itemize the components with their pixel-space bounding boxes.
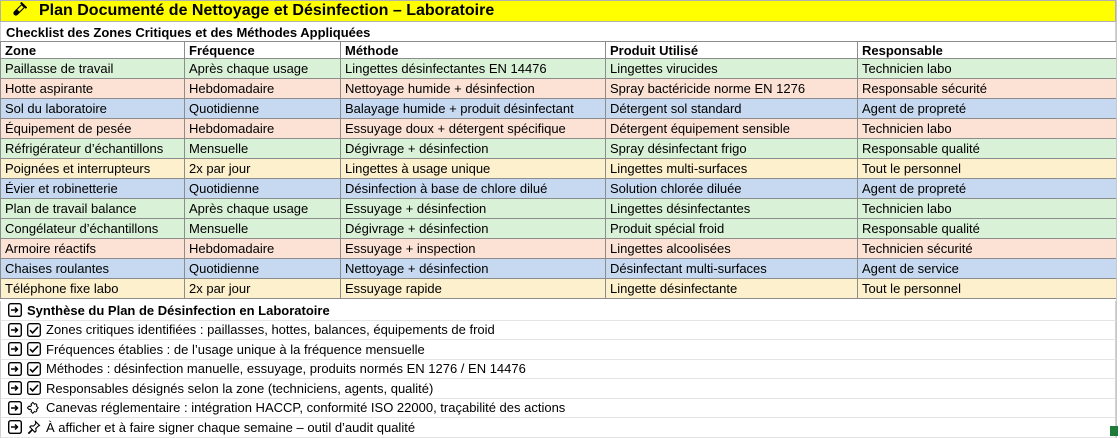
cell-frequence[interactable]: Mensuelle <box>185 219 341 239</box>
summary-item[interactable] <box>0 340 1116 360</box>
cell-responsable[interactable]: Tout le personnel <box>858 279 1117 299</box>
pin-icon <box>27 420 41 434</box>
arrow-box-icon <box>8 381 22 395</box>
check-box-icon <box>27 323 41 337</box>
cell-produit[interactable]: Spray désinfectant frigo <box>606 139 858 159</box>
cell-produit[interactable]: Lingettes virucides <box>606 59 858 79</box>
cell-responsable[interactable]: Technicien sécurité <box>858 239 1117 259</box>
cell-frequence[interactable]: Hebdomadaire <box>185 119 341 139</box>
cell-zone[interactable]: Paillasse de travail <box>1 59 185 79</box>
cell-methode[interactable]: Dégivrage + désinfection <box>341 139 606 159</box>
table-row <box>1 59 1117 79</box>
cell-produit[interactable]: Solution chlorée diluée <box>606 179 858 199</box>
column-header-frequence[interactable]: Fréquence <box>185 42 341 59</box>
summary-item-text: Zones critiques identifiées : paillasses, hottes, balances, équipements de froid <box>46 322 495 338</box>
cell-frequence[interactable]: Quotidienne <box>185 259 341 279</box>
cell-zone[interactable]: Réfrigérateur d’échantillons <box>1 139 185 159</box>
table-row <box>1 139 1117 159</box>
table-row <box>1 259 1117 279</box>
cell-methode[interactable]: Essuyage doux + détergent spécifique <box>341 119 606 139</box>
summary-item[interactable] <box>0 379 1116 399</box>
cell-methode[interactable]: Essuyage + désinfection <box>341 199 606 219</box>
cell-produit[interactable]: Lingettes multi-surfaces <box>606 159 858 179</box>
cell-zone[interactable]: Sol du laboratoire <box>1 99 185 119</box>
arrow-box-icon <box>8 342 22 356</box>
cell-methode[interactable]: Nettoyage humide + désinfection <box>341 79 606 99</box>
cell-produit[interactable]: Détergent équipement sensible <box>606 119 858 139</box>
table-row <box>1 239 1117 259</box>
cell-produit[interactable]: Détergent sol standard <box>606 99 858 119</box>
cell-methode[interactable]: Lingettes désinfectantes EN 14476 <box>341 59 606 79</box>
cell-methode[interactable]: Nettoyage + désinfection <box>341 259 606 279</box>
column-header-responsable[interactable]: Responsable <box>858 42 1117 59</box>
cell-frequence[interactable]: Après chaque usage <box>185 199 341 219</box>
check-box-icon <box>27 381 41 395</box>
arrow-box-icon <box>8 401 22 415</box>
cell-frequence[interactable]: Après chaque usage <box>185 59 341 79</box>
cell-methode[interactable]: Lingettes à usage unique <box>341 159 606 179</box>
table-row <box>1 79 1117 99</box>
summary-item[interactable] <box>0 418 1116 438</box>
cell-responsable[interactable]: Technicien labo <box>858 59 1117 79</box>
cell-frequence[interactable]: 2x par jour <box>185 279 341 299</box>
cell-zone[interactable]: Congélateur d’échantillons <box>1 219 185 239</box>
summary-item-text: À afficher et à faire signer chaque semaine – outil d’audit qualité <box>46 419 416 435</box>
cell-frequence[interactable]: Hebdomadaire <box>185 79 341 99</box>
cell-produit[interactable]: Lingette désinfectante <box>606 279 858 299</box>
summary-item[interactable] <box>0 321 1116 341</box>
summary-item[interactable] <box>0 399 1116 419</box>
check-box-icon <box>27 342 41 356</box>
arrow-box-icon <box>8 420 22 434</box>
cell-produit[interactable]: Produit spécial froid <box>606 219 858 239</box>
cell-responsable[interactable]: Agent de propreté <box>858 99 1117 119</box>
table-row <box>1 159 1117 179</box>
cell-responsable[interactable]: Responsable sécurité <box>858 79 1117 99</box>
table-subtitle: Checklist des Zones Critiques et des Méthodes Appliquées <box>0 22 1116 41</box>
arrow-box-icon <box>8 303 22 317</box>
cell-frequence[interactable]: Quotidienne <box>185 99 341 119</box>
cell-zone[interactable]: Évier et robinetterie <box>1 179 185 199</box>
column-header-zone[interactable]: Zone <box>1 42 185 59</box>
page-title: Plan Documenté de Nettoyage et Désinfection – Laboratoire <box>39 2 495 19</box>
table-row <box>1 99 1117 119</box>
table-row <box>1 179 1117 199</box>
cell-produit[interactable]: Lingettes désinfectantes <box>606 199 858 219</box>
sheet-corner-marker <box>1110 426 1118 436</box>
summary-heading-row[interactable] <box>0 301 1116 321</box>
summary-item-text: Responsables désignés selon la zone (techniciens, agents, qualité) <box>46 380 434 396</box>
cell-responsable[interactable]: Responsable qualité <box>858 139 1117 159</box>
arrow-box-icon <box>8 362 22 376</box>
cell-responsable[interactable]: Responsable qualité <box>858 219 1117 239</box>
cell-frequence[interactable]: Mensuelle <box>185 139 341 159</box>
sheet-edge <box>1116 0 1120 438</box>
table-row <box>1 119 1117 139</box>
cell-zone[interactable]: Poignées et interrupteurs <box>1 159 185 179</box>
cell-zone[interactable]: Armoire réactifs <box>1 239 185 259</box>
cell-frequence[interactable]: Quotidienne <box>185 179 341 199</box>
cell-produit[interactable]: Désinfectant multi-surfaces <box>606 259 858 279</box>
cell-zone[interactable]: Téléphone fixe labo <box>1 279 185 299</box>
summary-item-text: Canevas réglementaire : intégration HACCP, conformité ISO 22000, traçabilité des actions <box>46 400 566 416</box>
cell-methode[interactable]: Balayage humide + produit désinfectant <box>341 99 606 119</box>
cell-frequence[interactable]: 2x par jour <box>185 159 341 179</box>
cell-methode[interactable]: Désinfection à base de chlore dilué <box>341 179 606 199</box>
summary-section <box>0 301 1116 438</box>
cell-responsable[interactable]: Agent de service <box>858 259 1117 279</box>
cell-zone[interactable]: Équipement de pesée <box>1 119 185 139</box>
cell-produit[interactable]: Lingettes alcoolisées <box>606 239 858 259</box>
cell-responsable[interactable]: Technicien labo <box>858 119 1117 139</box>
arrow-box-icon <box>8 323 22 337</box>
check-box-icon <box>27 362 41 376</box>
column-header-produit[interactable]: Produit Utilisé <box>606 42 858 59</box>
cell-methode[interactable]: Essuyage + inspection <box>341 239 606 259</box>
table-row <box>1 219 1117 239</box>
cleaning-table <box>0 41 1117 299</box>
cell-produit[interactable]: Spray bactéricide norme EN 1276 <box>606 79 858 99</box>
test-tube-icon <box>9 2 27 20</box>
cell-responsable[interactable]: Agent de propreté <box>858 179 1117 199</box>
summary-heading: Synthèse du Plan de Désinfection en Laboratoire <box>27 302 330 318</box>
puzzle-icon <box>27 401 41 415</box>
cell-methode[interactable]: Essuyage rapide <box>341 279 606 299</box>
cell-methode[interactable]: Dégivrage + désinfection <box>341 219 606 239</box>
cell-zone[interactable]: Plan de travail balance <box>1 199 185 219</box>
title-bar[interactable] <box>0 0 1116 22</box>
cell-zone[interactable]: Hotte aspirante <box>1 79 185 99</box>
column-header-methode[interactable]: Méthode <box>341 42 606 59</box>
summary-item-text: Méthodes : désinfection manuelle, essuyage, produits normés EN 1276 / EN 14476 <box>46 361 526 377</box>
cell-responsable[interactable]: Tout le personnel <box>858 159 1117 179</box>
cell-zone[interactable]: Chaises roulantes <box>1 259 185 279</box>
cell-frequence[interactable]: Hebdomadaire <box>185 239 341 259</box>
summary-item-text: Fréquences établies : de l’usage unique à la fréquence mensuelle <box>46 341 425 357</box>
table-header-row <box>1 42 1117 59</box>
summary-item[interactable] <box>0 360 1116 380</box>
table-row <box>1 199 1117 219</box>
cell-responsable[interactable]: Technicien labo <box>858 199 1117 219</box>
table-row <box>1 279 1117 299</box>
